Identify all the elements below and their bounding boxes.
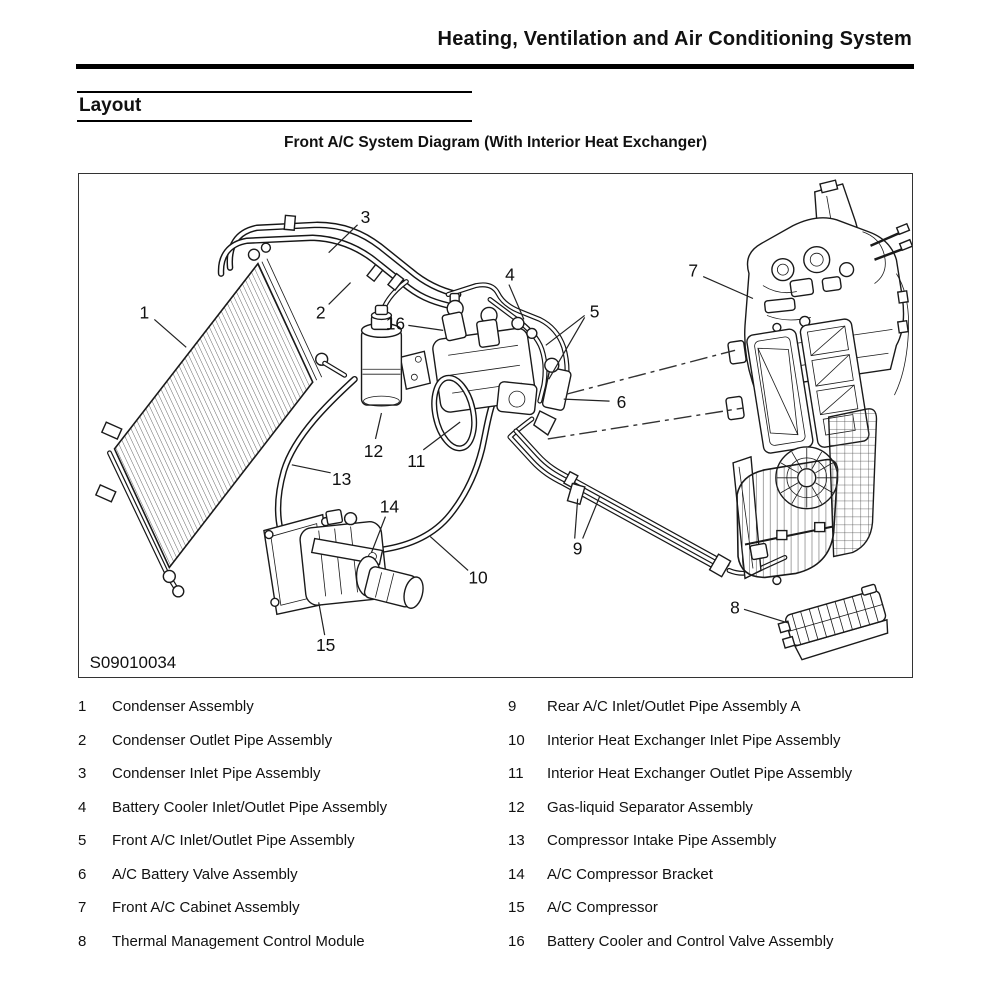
alignment-line-lower [548,408,743,439]
callout-leader-8 [744,609,789,623]
legend-item-label: Front A/C Cabinet Assembly [112,899,300,917]
legend-item-number: 3 [78,765,87,783]
ac-system-diagram [79,174,912,677]
legend-item-label: A/C Compressor [547,899,658,917]
legend-item [78,690,508,724]
legend-item-number: 15 [508,899,525,917]
alignment-line-upper [567,350,735,394]
callout-number-10: 10 [468,567,488,588]
legend-item-label: Battery Cooler and Control Valve Assembly [547,932,834,950]
legend-item-number: 8 [78,932,87,950]
legend-item-label: A/C Compressor Bracket [547,865,713,883]
legend-item-label: Condenser Inlet Pipe Assembly [112,765,321,783]
legend-item [78,858,508,892]
legend-item [508,858,922,892]
callout-number-14: 14 [379,496,400,517]
legend-item-number: 9 [508,698,517,716]
callout-leader-9 [583,497,600,539]
section-heading-block [77,91,472,122]
legend-item-number: 4 [78,798,87,816]
callout-number-4: 4 [505,264,515,285]
legend-item-label: A/C Battery Valve Assembly [112,865,298,883]
legend-item-number: 10 [508,731,525,749]
legend-item-number: 1 [78,698,87,716]
callout-number-7: 7 [688,260,699,281]
legend-column-left [78,690,508,958]
callout-leader-9 [575,499,578,539]
callout-number-5: 5 [589,301,600,322]
blower-drum [737,460,838,578]
legend-item-number: 14 [508,865,525,883]
legend-item-label: Condenser Assembly [112,698,254,716]
thermal-management-control-module [775,583,891,663]
callout-leader-7 [703,277,753,299]
legend-item-number: 12 [508,798,525,816]
legend-item [78,791,508,825]
legend-item [508,690,922,724]
callout-number-3: 3 [360,206,371,227]
legend-item [508,925,922,959]
legend-item-label: Interior Heat Exchanger Inlet Pipe Assembly [547,731,841,749]
section-title: Layout [79,95,142,116]
legend-item-label: Front A/C Inlet/Outlet Pipe Assembly [112,832,355,850]
legend-item-label: Thermal Management Control Module [112,932,365,950]
legend-item-number: 6 [78,865,87,883]
legend-item [508,757,922,791]
legend-item [78,891,508,925]
callout-number-15: 15 [315,635,336,656]
callout-leader-13 [292,465,331,473]
callout-number-13: 13 [331,468,352,489]
section-rule-bottom [77,120,472,122]
callout-number-1: 1 [139,302,150,323]
legend-item-label: Battery Cooler Inlet/Outlet Pipe Assembly [112,798,388,816]
parts-legend [78,690,922,958]
legend-item-number: 11 [508,765,524,783]
callout-number-16: 16 [385,313,406,334]
callout-leader-2 [329,283,351,305]
diagram-frame [78,173,913,678]
legend-item-number: 2 [78,731,87,749]
legend-item-label: Interior Heat Exchanger Outlet Pipe Assembly [547,765,853,783]
callout-number-6: 6 [616,392,627,413]
callout-number-11: 11 [407,450,426,471]
figure-title: Front A/C System Diagram (With Interior Heat Exchanger) [283,134,708,151]
pipe-clamp [284,215,295,230]
figure-code: S09010034 [89,653,177,673]
callout-number-12: 12 [363,440,384,461]
legend-item-number: 5 [78,832,87,850]
legend-item-label: Condenser Outlet Pipe Assembly [112,731,333,749]
legend-item [78,925,508,959]
callout-leader-10 [430,537,468,571]
legend-item [78,824,508,858]
callout-number-8: 8 [730,597,740,618]
legend-item-number: 16 [508,932,525,950]
front-ac-cabinet [726,180,912,584]
page-title: Heating, Ventilation and Air Conditioning System [437,28,912,50]
legend-item [78,724,508,758]
legend-column-right [508,690,922,958]
legend-item-number: 7 [78,899,87,917]
callout-leader-12 [375,413,381,439]
legend-item-number: 13 [508,832,525,850]
legend-item-label: Gas-liquid Separator Assembly [547,798,753,816]
callout-leader-6 [564,399,610,401]
evaporator-grid [829,409,877,557]
legend-item [508,891,922,925]
legend-item-label: Compressor Intake Pipe Assembly [547,832,777,850]
callout-leader-1 [154,319,186,347]
ac-compressor [264,509,426,614]
legend-item [508,791,922,825]
legend-item [508,824,922,858]
header-rule [76,64,914,69]
legend-item [508,724,922,758]
callout-number-2: 2 [315,302,326,323]
legend-item [78,757,508,791]
legend-item-label: Rear A/C Inlet/Outlet Pipe Assembly A [547,698,801,716]
callout-leader-15 [319,602,325,635]
callout-leader-16 [408,325,443,330]
callout-number-9: 9 [572,538,583,559]
